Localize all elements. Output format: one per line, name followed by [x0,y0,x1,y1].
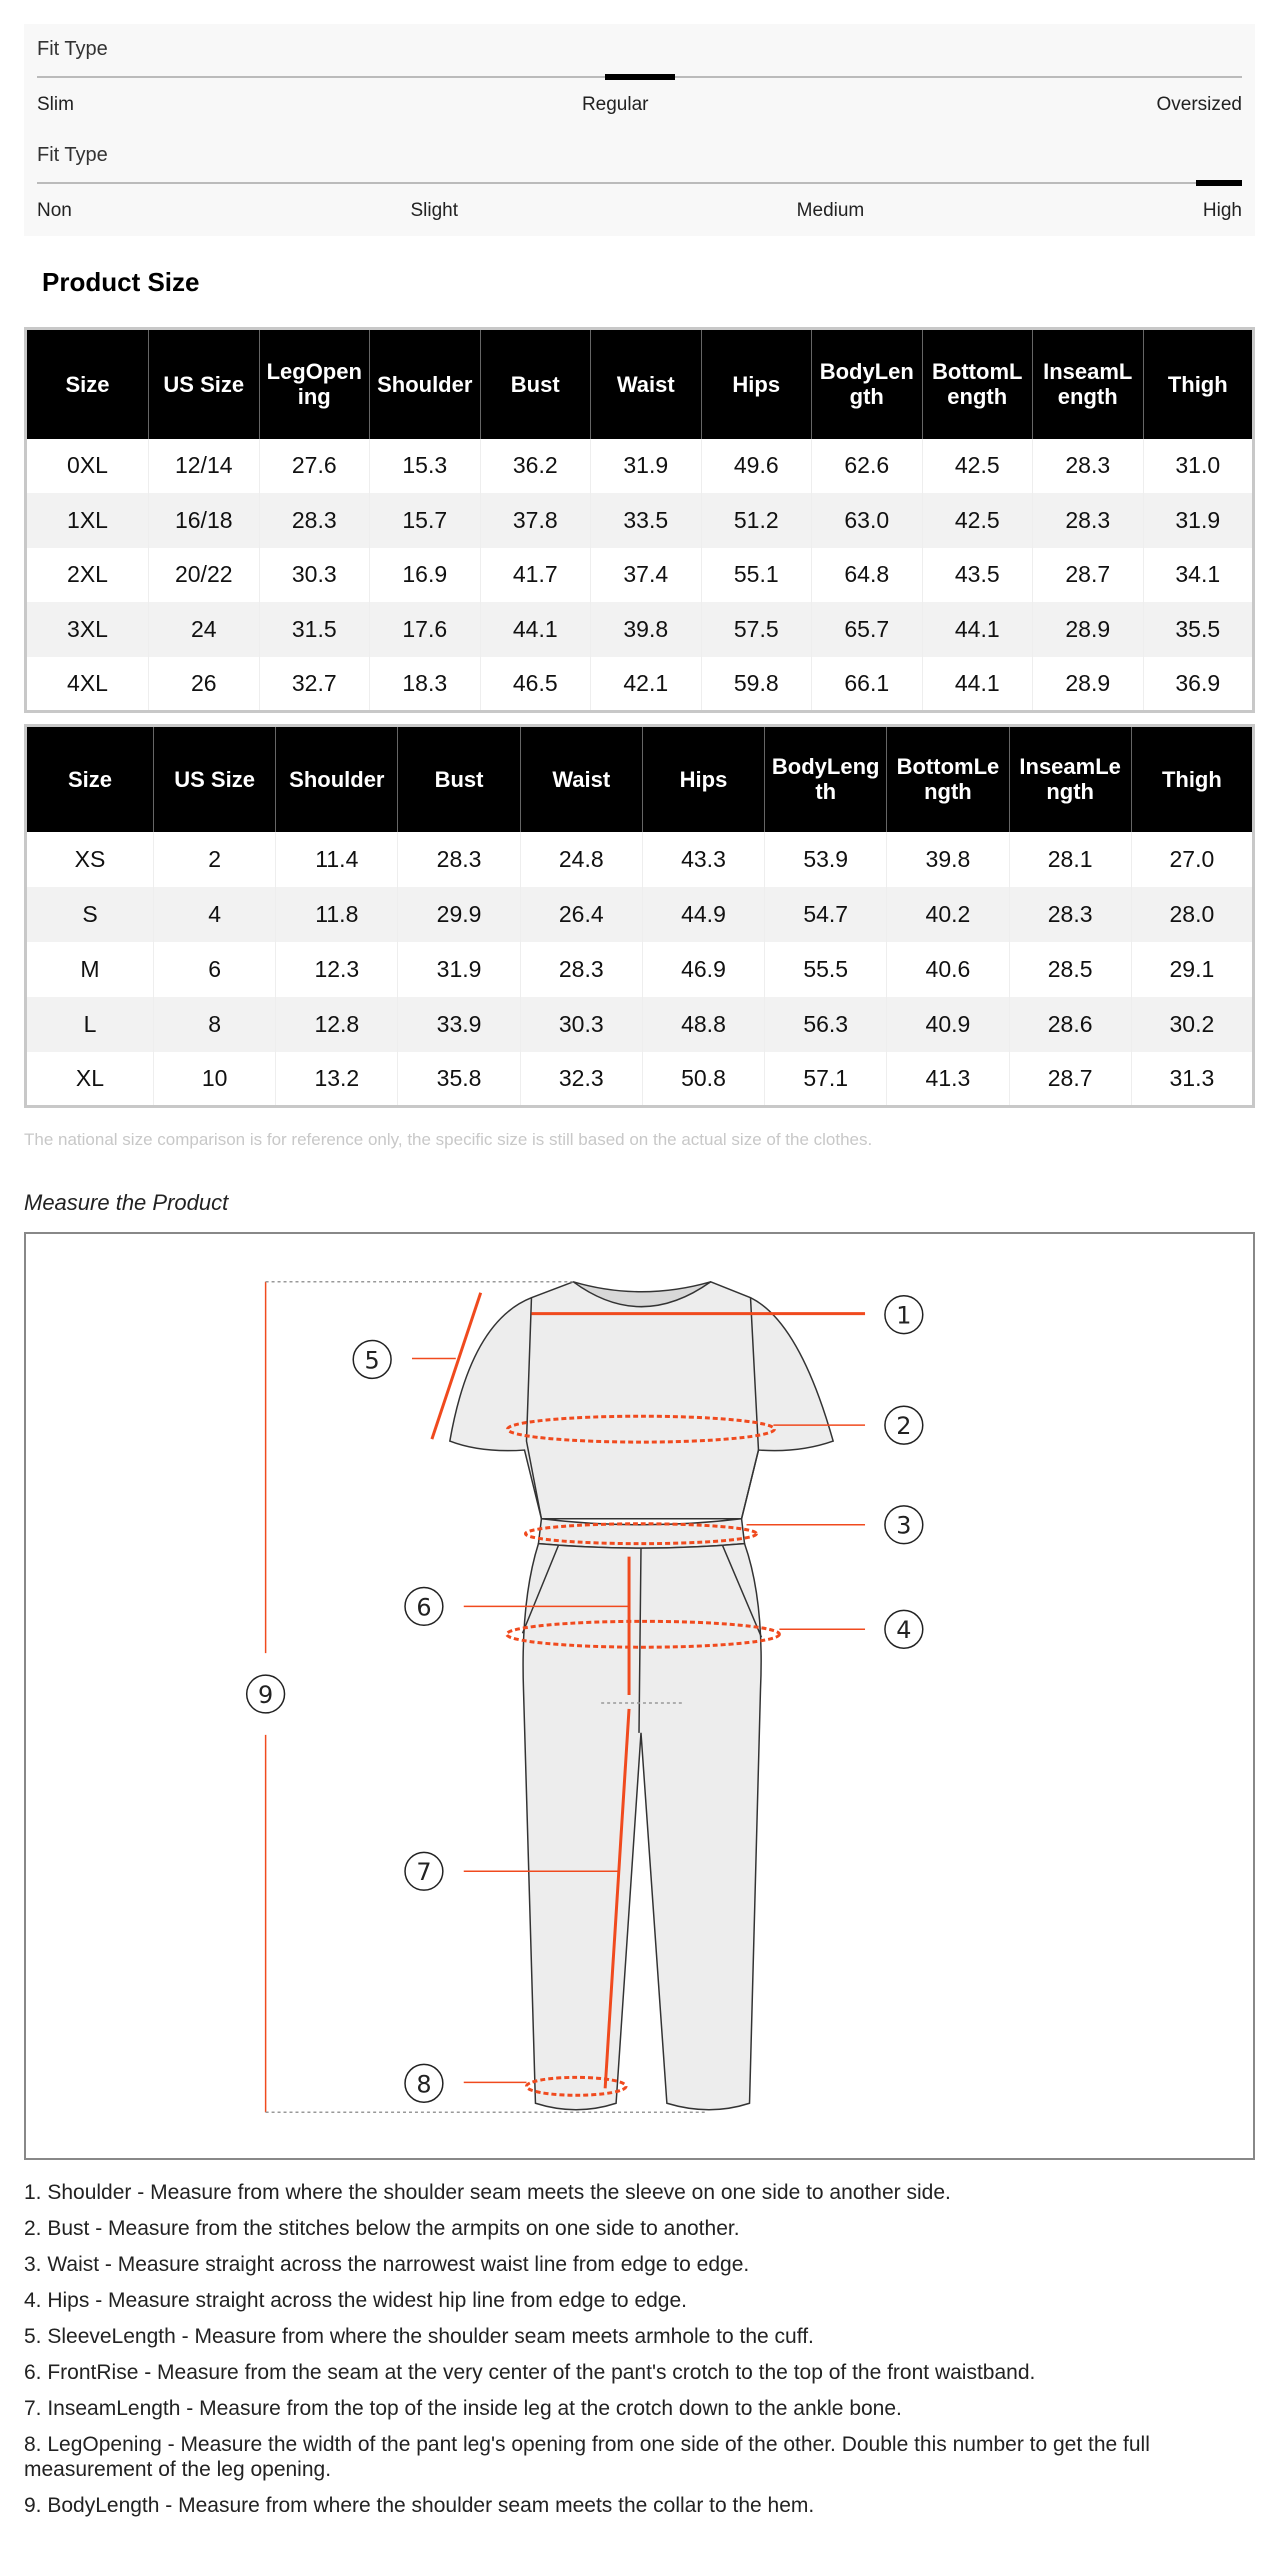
table-cell: 30.3 [259,548,370,603]
stretch-slider [37,130,1242,236]
column-header: Shoulder [370,329,481,439]
instruction-item: 4. Hips - Measure straight across the widest hip line from edge to edge. [24,2289,687,2312]
table-cell: 49.6 [701,439,812,494]
column-header: US Size [154,726,276,832]
instruction-item: 1. Shoulder - Measure from where the shoulder seam meets the sleeve on one side to another side. [24,2181,951,2204]
fit-type-slider [37,24,1242,130]
column-header: Hips [701,329,812,439]
fit-labels [37,200,1242,222]
table-cell: 40.6 [887,942,1009,997]
fit-option: High [1202,200,1242,221]
table-header-row [26,726,1254,832]
table-cell: 32.3 [520,1052,642,1107]
table-cell: 54.7 [765,887,887,942]
fit-option: Non [37,200,72,221]
table-cell: 2XL [26,548,149,603]
table-cell: 28.3 [259,493,370,548]
table-cell: 11.4 [276,832,398,887]
table-cell: 41.7 [480,548,591,603]
table-cell: 51.2 [701,493,812,548]
table-cell: 57.1 [765,1052,887,1107]
column-header: Bust [398,726,520,832]
fit-option: Regular [581,94,649,115]
table-cell: 31.9 [398,942,520,997]
table-cell: 37.4 [591,548,702,603]
table-cell: XS [26,832,154,887]
table-cell: 42.1 [591,657,702,712]
column-header: BottomLength [922,329,1033,439]
instruction-item: 9. BodyLength - Measure from where the shoulder seam meets the collar to the hem. [24,2494,815,2517]
table-cell: 31.9 [591,439,702,494]
table-cell: 2 [154,832,276,887]
marker-5: 5 [364,1346,380,1375]
table-cell: 28.3 [1009,887,1131,942]
column-header: Shoulder [276,726,398,832]
table-cell: 43.3 [642,832,764,887]
table-cell: 28.3 [1033,493,1144,548]
table-cell: 37.8 [480,493,591,548]
size-note: The national size comparison is for reference only, the specific size is still based on the actual size of the clothes. [24,1130,873,1149]
table-cell: 55.1 [701,548,812,603]
table-cell: 35.5 [1143,602,1254,657]
table-row [26,493,1254,548]
table-cell: 3XL [26,602,149,657]
fit-option: Oversized [1156,94,1242,115]
table-cell: 50.8 [642,1052,764,1107]
table-header-row [26,329,1254,439]
table-cell: 28.0 [1131,887,1253,942]
marker-8: 8 [416,2070,432,2099]
marker-9: 9 [258,1680,274,1709]
table-cell: 42.5 [922,439,1033,494]
table-cell: 44.1 [922,657,1033,712]
table-cell: 27.6 [259,439,370,494]
fit-type-title: Fit Type [37,144,108,166]
fit-track [37,76,1242,78]
table-cell: 56.3 [765,997,887,1052]
column-header: Size [26,329,149,439]
table-row [26,657,1254,712]
table-cell: 42.5 [922,493,1033,548]
fit-type-title: Fit Type [37,38,108,60]
table-cell: 28.1 [1009,832,1131,887]
fit-track [37,182,1242,184]
table-cell: 48.8 [642,997,764,1052]
table-cell: 27.0 [1131,832,1253,887]
table-cell: 0XL [26,439,149,494]
table-cell: 53.9 [765,832,887,887]
column-header: BodyLength [765,726,887,832]
table-cell: 12.8 [276,997,398,1052]
table-cell: S [26,887,154,942]
table-row [26,997,1254,1052]
table-cell: 35.8 [398,1052,520,1107]
column-header: US Size [149,329,260,439]
table-cell: 28.3 [1033,439,1144,494]
table-cell: 30.3 [520,997,642,1052]
table-cell: 44.1 [922,602,1033,657]
column-header: Waist [520,726,642,832]
table-cell: 40.2 [887,887,1009,942]
table-cell: 12/14 [149,439,260,494]
table-cell: 36.9 [1143,657,1254,712]
table-cell: 28.5 [1009,942,1131,997]
table-cell: 29.1 [1131,942,1253,997]
table-cell: 28.3 [398,832,520,887]
fit-labels [37,94,1242,116]
marker-7: 7 [416,1858,432,1887]
table-cell: 28.7 [1009,1052,1131,1107]
table-cell: M [26,942,154,997]
fit-option: Slight [410,200,459,221]
table-cell: 39.8 [887,832,1009,887]
table-cell: 59.8 [701,657,812,712]
column-header: Bust [480,329,591,439]
table-cell: 4XL [26,657,149,712]
table-cell: 16/18 [149,493,260,548]
marker-6: 6 [416,1593,432,1622]
column-header: Thigh [1131,726,1253,832]
table-cell: 62.6 [812,439,923,494]
table-row [26,832,1254,887]
column-header: InseamLength [1009,726,1131,832]
table-cell: 63.0 [812,493,923,548]
table-cell: 28.3 [520,942,642,997]
column-header: BottomLength [887,726,1009,832]
table-cell: 33.5 [591,493,702,548]
table-cell: 20/22 [149,548,260,603]
column-header: Waist [591,329,702,439]
measurement-instructions [24,2180,1264,2529]
size-table-plus [24,327,1255,713]
table-cell: 28.9 [1033,657,1144,712]
page-title: Product Size [42,267,200,297]
table-row [26,548,1254,603]
table-cell: 12.3 [276,942,398,997]
table-cell: 13.2 [276,1052,398,1107]
table-cell: 31.9 [1143,493,1254,548]
table-cell: 6 [154,942,276,997]
marker-2: 2 [896,1412,912,1441]
table-row [26,1052,1254,1107]
table-cell: 15.7 [370,493,481,548]
measure-title: Measure the Product [24,1190,229,1215]
table-cell: L [26,997,154,1052]
table-cell: 8 [154,997,276,1052]
table-cell: 11.8 [276,887,398,942]
table-cell: 26.4 [520,887,642,942]
table-cell: 41.3 [887,1052,1009,1107]
table-cell: 15.3 [370,439,481,494]
marker-4: 4 [896,1616,912,1645]
table-cell: 28.9 [1033,602,1144,657]
table-cell: 24.8 [520,832,642,887]
marker-1: 1 [896,1301,912,1330]
table-cell: 44.9 [642,887,764,942]
instruction-item: 7. InseamLength - Measure from the top of the inside leg at the crotch down to the ankle bone. [24,2397,902,2420]
table-cell: 26 [149,657,260,712]
marker-3: 3 [896,1511,912,1540]
table-cell: 44.1 [480,602,591,657]
table-cell: 57.5 [701,602,812,657]
table-cell: 64.8 [812,548,923,603]
garment-illustration [450,1282,833,2110]
table-cell: XL [26,1052,154,1107]
table-cell: 36.2 [480,439,591,494]
table-cell: 43.5 [922,548,1033,603]
table-cell: 28.7 [1033,548,1144,603]
table-cell: 29.9 [398,887,520,942]
instruction-item: 3. Waist - Measure straight across the narrowest waist line from edge to edge. [24,2253,750,2276]
table-cell: 28.6 [1009,997,1131,1052]
measurement-diagram [24,1232,1255,2160]
table-row [26,887,1254,942]
table-cell: 39.8 [591,602,702,657]
table-cell: 33.9 [398,997,520,1052]
column-header: LegOpening [259,329,370,439]
table-cell: 4 [154,887,276,942]
table-cell: 46.5 [480,657,591,712]
table-cell: 10 [154,1052,276,1107]
instruction-item: 5. SleeveLength - Measure from where the shoulder seam meets armhole to the cuff. [24,2325,814,2348]
table-row [26,602,1254,657]
table-cell: 65.7 [812,602,923,657]
column-header: Size [26,726,154,832]
column-header: Thigh [1143,329,1254,439]
fit-option: Slim [37,94,74,115]
instruction-item: 8. LegOpening - Measure the width of the pant leg's opening from one side of the other. Double this number to get the full measurement of the leg opening. [24,2433,1150,2481]
fit-marker [605,74,675,80]
table-cell: 17.6 [370,602,481,657]
table-cell: 31.0 [1143,439,1254,494]
table-cell: 31.3 [1131,1052,1253,1107]
table-cell: 32.7 [259,657,370,712]
table-cell: 31.5 [259,602,370,657]
size-table-regular [24,724,1255,1108]
table-cell: 40.9 [887,997,1009,1052]
instruction-item: 6. FrontRise - Measure from the seam at the very center of the pant's crotch to the top of the front waistband. [24,2361,1036,2384]
table-row [26,942,1254,997]
table-cell: 18.3 [370,657,481,712]
table-cell: 34.1 [1143,548,1254,603]
table-cell: 66.1 [812,657,923,712]
table-cell: 1XL [26,493,149,548]
fit-marker [1196,180,1242,186]
table-cell: 46.9 [642,942,764,997]
table-cell: 16.9 [370,548,481,603]
instruction-item: 2. Bust - Measure from the stitches below the armpits on one side to another. [24,2217,740,2240]
fit-type-panel [24,24,1255,236]
table-row [26,439,1254,494]
column-header: InseamLength [1033,329,1144,439]
table-cell: 24 [149,602,260,657]
column-header: BodyLength [812,329,923,439]
table-cell: 30.2 [1131,997,1253,1052]
column-header: Hips [642,726,764,832]
table-cell: 55.5 [765,942,887,997]
fit-option: Medium [796,200,865,221]
